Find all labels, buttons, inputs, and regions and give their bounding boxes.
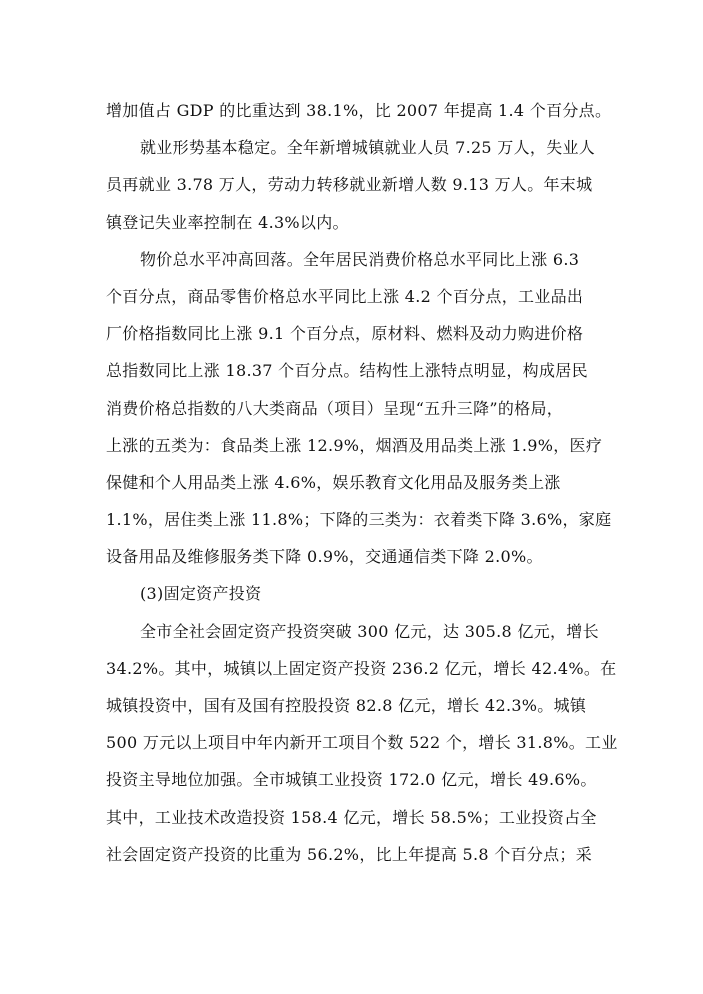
text-line: 500 万元以上项目中年内新开工项目个数 522 个，增长 31.8%。工业 — [106, 733, 618, 753]
text-line: 员再就业 3.78 万人，劳动力转移就业新增人数 9.13 万人。年末城 — [106, 175, 593, 195]
text-line: 社会固定资产投资的比重为 56.2%，比上年提高 5.8 个百分点；采 — [106, 844, 593, 864]
paragraph-start-prices: 物价总水平冲高回落。全年居民消费价格总水平同比上涨 6.3 — [140, 249, 580, 269]
text-line: 增加值占 GDP 的比重达到 38.1%，比 2007 年提高 1.4 个百分点。 — [106, 101, 612, 120]
section-heading: (3)固定资产投资 — [140, 584, 262, 604]
text-line: 厂价格指数同比上涨 9.1 个百分点，原材料、燃料及动力购进价格 — [106, 324, 584, 344]
text-line: 投资主导地位加强。全市城镇工业投资 172.0 亿元，增长 49.6%。 — [106, 770, 597, 790]
text-line: 个百分点，商品零售价格总水平同比上涨 4.2 个百分点，工业品出 — [106, 286, 584, 306]
text-line: 城镇投资中，国有及国有控股投资 82.8 亿元，增长 42.3%。城镇 — [106, 696, 587, 715]
paragraph-start-employment: 就业形势基本稳定。全年新增城镇就业人员 7.25 万人，失业人 — [140, 138, 596, 158]
text-line: 消费价格总指数的八大类商品（项目）呈现“五升三降”的格局， — [106, 398, 564, 418]
text-line: 总指数同比上涨 18.37 个百分点。结构性上涨特点明显，构成居民 — [106, 361, 588, 381]
text-line: 保健和个人用品类上涨 4.6%，娱乐教育文化用品及服务类上涨 — [106, 472, 561, 492]
text-line: 其中，工业技术改造投资 158.4 亿元，增长 58.5%；工业投资占全 — [106, 807, 597, 827]
paragraph-start-investment: 全市全社会固定资产投资突破 300 亿元，达 305.8 亿元，增长 — [140, 621, 599, 641]
text-line: 34.2%。其中，城镇以上固定资产投资 236.2 亿元，增长 42.4%。在 — [106, 658, 617, 678]
document-body — [106, 92, 618, 873]
text-line: 设备用品及维修服务类下降 0.9%，交通通信类下降 2.0%。 — [106, 547, 543, 567]
text-line: 1.1%，居住类上涨 11.8%；下降的三类为：衣着类下降 3.6%，家庭 — [106, 510, 612, 530]
text-line: 上涨的五类为：食品类上涨 12.9%，烟酒及用品类上涨 1.9%，医疗 — [106, 435, 603, 455]
text-line: 镇登记失业率控制在 4.3%以内。 — [106, 212, 349, 232]
